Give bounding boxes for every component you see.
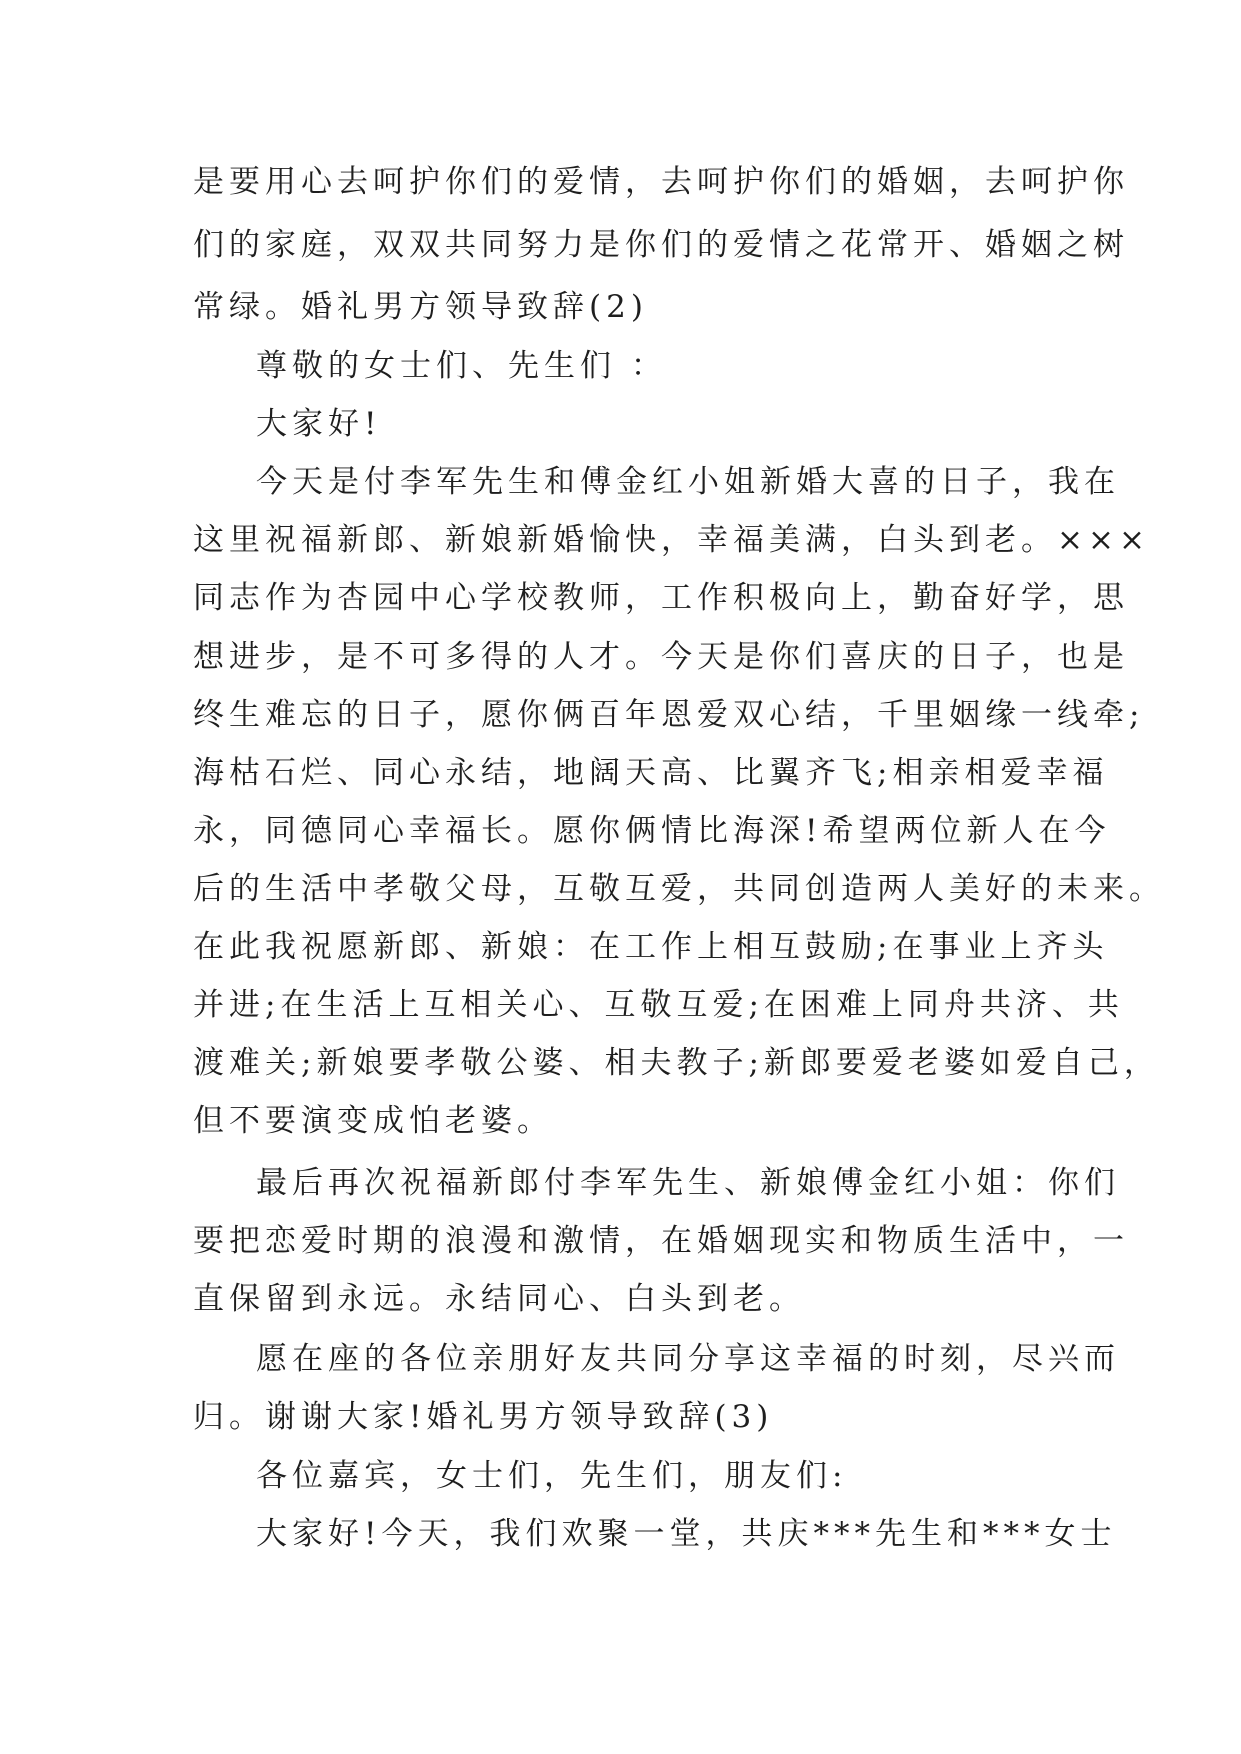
text-line: 渡难关;新娘要孝敬公婆、相夫教子;新郎要爱老婆如爱自己， (193, 1045, 1160, 1081)
text-line: 想进步，是不可多得的人才。今天是你们喜庆的日子，也是 (193, 639, 1129, 675)
salutation-line: 尊敬的女士们、先生们 ： (256, 348, 667, 384)
text-line: 并进;在生活上互相关心、互敬互爱;在困难上同舟共济、共 (193, 987, 1124, 1023)
text-line: 但不要演变成怕老婆。 (193, 1103, 553, 1139)
text-line: 在此我祝愿新郎、新娘：在工作上相互鼓励;在事业上齐头 (193, 929, 1109, 965)
text-line: 直保留到永远。永结同心、白头到老。 (193, 1281, 805, 1317)
text-line: 同志作为杏园中心学校教师，工作积极向上，勤奋好学，思 (193, 580, 1129, 616)
text-line: 终生难忘的日子，愿你俩百年恩爱双心结，千里姻缘一线牵; (193, 697, 1145, 733)
text-line: 今天是付李军先生和傅金红小姐新婚大喜的日子，我在 (256, 464, 1120, 500)
text-line: 是要用心去呵护你们的爱情，去呵护你们的婚姻，去呵护你 (193, 164, 1129, 200)
greeting-line: 大家好! (256, 406, 382, 442)
text-line: 最后再次祝福新郎付李军先生、新娘傅金红小姐：你们 (256, 1165, 1120, 1201)
text-line: 要把恋爱时期的浪漫和激情，在婚姻现实和物质生活中，一 (193, 1223, 1129, 1259)
text-line: 永，同德同心幸福长。愿你俩情比海深!希望两位新人在今 (193, 813, 1111, 849)
salutation-line: 各位嘉宾，女士们，先生们，朋友们: (256, 1458, 848, 1494)
text-line: 大家好!今天，我们欢聚一堂，共庆***先生和***女士 (256, 1516, 1117, 1552)
text-line: 愿在座的各位亲朋好友共同分享这幸福的时刻，尽兴而 (256, 1341, 1120, 1377)
text-line: 海枯石烂、同心永结，地阔天高、比翼齐飞;相亲相爱幸福 (193, 755, 1109, 791)
text-line: 们的家庭，双双共同努力是你们的爱情之花常开、婚姻之树 (193, 227, 1129, 263)
section-heading-line: 常绿。婚礼男方领导致辞(2) (193, 289, 648, 325)
section-heading-line: 归。谢谢大家!婚礼男方领导致辞(3) (193, 1399, 774, 1435)
text-line: 后的生活中孝敬父母，互敬互爱，共同创造两人美好的未来。 (193, 871, 1165, 907)
text-line: 这里祝福新郎、新娘新婚愉快，幸福美满，白头到老。××× (193, 522, 1150, 558)
